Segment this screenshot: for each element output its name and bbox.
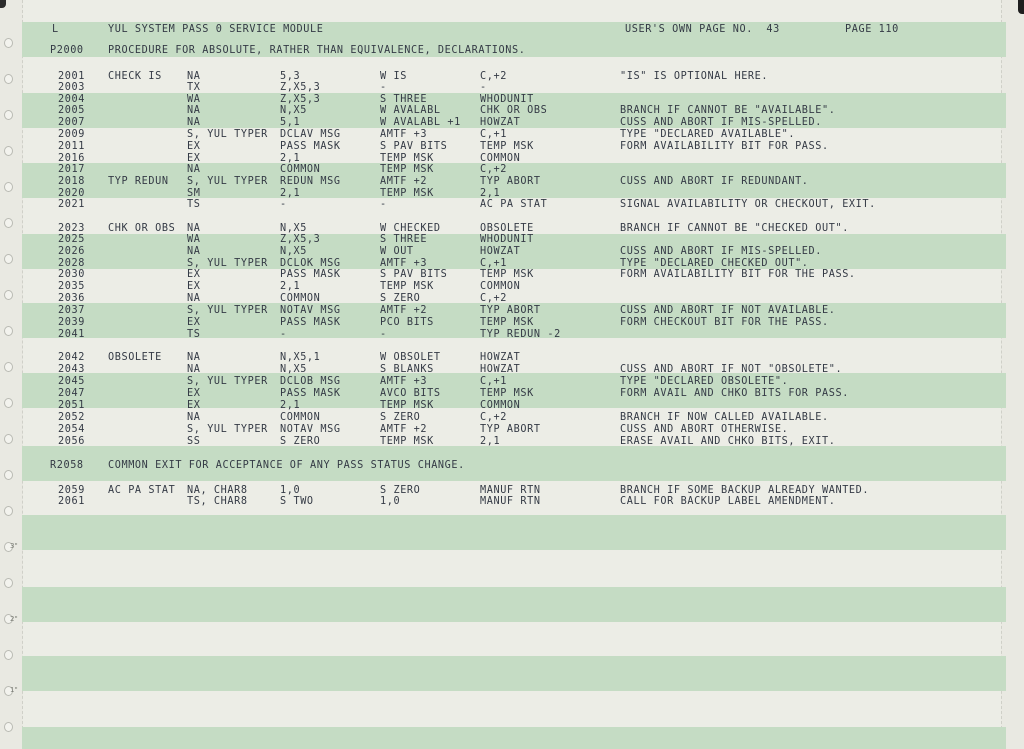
line-op: NA	[187, 352, 201, 363]
line-operand2: S ZERO	[380, 485, 421, 496]
line-op: NA	[187, 246, 201, 257]
line-addr: S TWO	[280, 496, 314, 507]
line-op: EX	[187, 141, 201, 152]
line-seq: 2030	[58, 269, 85, 280]
line-op: TS, CHAR8	[187, 496, 248, 507]
line-comment: ERASE AVAIL AND CHKO BITS, EXIT.	[620, 436, 836, 447]
line-operand3: CHK OR OBS	[480, 105, 548, 116]
line-comment: CUSS AND ABORT IF NOT "OBSOLETE".	[620, 364, 843, 375]
line-operand2: S ZERO	[380, 293, 421, 304]
line-comment: BRANCH IF SOME BACKUP ALREADY WANTED.	[620, 485, 870, 496]
line-addr: PASS MASK	[280, 141, 341, 152]
feed-hole	[4, 218, 13, 228]
line-operand2: AMTF +2	[380, 176, 428, 187]
line-seq: 2045	[58, 376, 85, 387]
line-operand2: AMTF +3	[380, 129, 428, 140]
line-addr: 2,1	[280, 281, 301, 292]
line-operand2: AMTF +2	[380, 424, 428, 435]
line-operand3: C,+1	[480, 129, 507, 140]
line-op: NA, CHAR8	[187, 485, 248, 496]
line-addr: REDUN MSG	[280, 176, 341, 187]
line-seq: 2051	[58, 400, 85, 411]
footer-section-label: R2058	[50, 460, 84, 471]
line-seq: 2016	[58, 153, 85, 164]
page-corner-shadow-right	[1018, 0, 1024, 14]
line-op: NA	[187, 412, 201, 423]
line-seq: 2036	[58, 293, 85, 304]
line-operand3: TYP ABORT	[480, 305, 541, 316]
line-addr: COMMON	[280, 293, 321, 304]
feed-hole	[4, 650, 13, 660]
header-page-number: PAGE 110	[845, 24, 899, 35]
line-label: OBSOLETE	[108, 352, 162, 363]
line-seq: 2025	[58, 234, 85, 245]
greenbar-band	[22, 727, 1006, 749]
line-op: EX	[187, 388, 201, 399]
line-addr: PASS MASK	[280, 317, 341, 328]
line-operand2: TEMP MSK	[380, 436, 434, 447]
line-seq: 2007	[58, 117, 85, 128]
line-operand3: HOWZAT	[480, 117, 521, 128]
line-seq: 2043	[58, 364, 85, 375]
line-comment: CUSS AND ABORT IF REDUNDANT.	[620, 176, 809, 187]
line-seq: 2001	[58, 71, 85, 82]
line-operand2: AMTF +3	[380, 258, 428, 269]
greenbar-band	[22, 587, 1006, 622]
line-seq: 2059	[58, 485, 85, 496]
line-addr: PASS MASK	[280, 269, 341, 280]
feed-hole	[4, 146, 13, 156]
line-op: NA	[187, 364, 201, 375]
section-label: P2000	[50, 45, 84, 56]
line-operand3: TYP ABORT	[480, 424, 541, 435]
line-comment: CUSS AND ABORT IF NOT AVAILABLE.	[620, 305, 836, 316]
line-seq: 2056	[58, 436, 85, 447]
line-operand2: TEMP MSK	[380, 188, 434, 199]
line-op: TX	[187, 82, 201, 93]
line-addr: PASS MASK	[280, 388, 341, 399]
line-comment: CUSS AND ABORT IF MIS-SPELLED.	[620, 246, 823, 257]
line-operand3: COMMON	[480, 281, 521, 292]
line-op: EX	[187, 400, 201, 411]
line-seq: 2020	[58, 188, 85, 199]
feed-hole	[4, 326, 13, 336]
line-operand3: 2,1	[480, 188, 501, 199]
line-operand2: W CHECKED	[380, 223, 441, 234]
line-seq: 2011	[58, 141, 85, 152]
line-addr: N,X5	[280, 223, 307, 234]
line-operand2: W IS	[380, 71, 407, 82]
line-op: S, YUL TYPER	[187, 424, 268, 435]
line-operand3: OBSOLETE	[480, 223, 534, 234]
line-op: EX	[187, 281, 201, 292]
line-seq: 2009	[58, 129, 85, 140]
line-operand2: TEMP MSK	[380, 281, 434, 292]
line-op: S, YUL TYPER	[187, 305, 268, 316]
line-operand3: MANUF RTN	[480, 496, 541, 507]
line-addr: N,X5	[280, 364, 307, 375]
line-operand3: -	[480, 82, 487, 93]
line-label: CHECK IS	[108, 71, 162, 82]
header-type-code: L	[52, 24, 59, 35]
inch-mark-2: 2"	[10, 615, 18, 623]
line-op: NA	[187, 164, 201, 175]
line-operand2: W AVALABL	[380, 105, 441, 116]
line-addr: 5,3	[280, 71, 301, 82]
line-comment: CALL FOR BACKUP LABEL AMENDMENT.	[620, 496, 836, 507]
line-comment: FORM AVAIL AND CHKO BITS FOR PASS.	[620, 388, 849, 399]
line-op: NA	[187, 117, 201, 128]
line-op: WA	[187, 94, 201, 105]
line-operand2: W AVALABL +1	[380, 117, 461, 128]
line-operand3: COMMON	[480, 153, 521, 164]
line-operand3: TEMP MSK	[480, 388, 534, 399]
line-addr: Z,X5,3	[280, 82, 321, 93]
line-addr: COMMON	[280, 412, 321, 423]
line-addr: S ZERO	[280, 436, 321, 447]
line-addr: NOTAV MSG	[280, 424, 341, 435]
feed-hole	[4, 110, 13, 120]
line-seq: 2061	[58, 496, 85, 507]
feed-hole	[4, 38, 13, 48]
line-addr: 5,1	[280, 117, 301, 128]
line-seq: 2039	[58, 317, 85, 328]
line-operand2: S PAV BITS	[380, 269, 448, 280]
line-op: S, YUL TYPER	[187, 258, 268, 269]
line-op: NA	[187, 293, 201, 304]
line-comment: SIGNAL AVAILABILITY OR CHECKOUT, EXIT.	[620, 199, 876, 210]
line-operand3: WHODUNIT	[480, 94, 534, 105]
line-seq: 2005	[58, 105, 85, 116]
line-seq: 2035	[58, 281, 85, 292]
line-addr: -	[280, 329, 287, 340]
line-operand2: -	[380, 329, 387, 340]
line-addr: Z,X5,3	[280, 94, 321, 105]
line-op: SS	[187, 436, 201, 447]
line-label: TYP REDUN	[108, 176, 169, 187]
line-addr: NOTAV MSG	[280, 305, 341, 316]
line-operand3: 2,1	[480, 436, 501, 447]
line-comment: CUSS AND ABORT IF MIS-SPELLED.	[620, 117, 823, 128]
line-seq: 2021	[58, 199, 85, 210]
line-operand3: TEMP MSK	[480, 317, 534, 328]
line-seq: 2004	[58, 94, 85, 105]
line-op: EX	[187, 153, 201, 164]
section-title: PROCEDURE FOR ABSOLUTE, RATHER THAN EQUIVALENCE, DECLARATIONS.	[108, 45, 526, 56]
feed-hole	[4, 182, 13, 192]
line-operand2: PCO BITS	[380, 317, 434, 328]
line-operand3: C,+1	[480, 376, 507, 387]
line-addr: N,X5	[280, 246, 307, 257]
inch-mark-3: 3"	[10, 542, 18, 550]
line-addr: N,X5,1	[280, 352, 321, 363]
line-op: S, YUL TYPER	[187, 376, 268, 387]
line-operand3: TEMP MSK	[480, 269, 534, 280]
line-op: EX	[187, 269, 201, 280]
line-operand2: S THREE	[380, 234, 428, 245]
line-addr: 1,0	[280, 485, 301, 496]
line-addr: Z,X5,3	[280, 234, 321, 245]
line-seq: 2052	[58, 412, 85, 423]
line-addr: 2,1	[280, 188, 301, 199]
line-comment: TYPE "DECLARED OBSOLETE".	[620, 376, 789, 387]
line-operand3: TYP ABORT	[480, 176, 541, 187]
inch-mark-1: 1"	[10, 686, 18, 694]
line-seq: 2017	[58, 164, 85, 175]
line-seq: 2018	[58, 176, 85, 187]
line-operand3: C,+2	[480, 293, 507, 304]
line-comment: CUSS AND ABORT OTHERWISE.	[620, 424, 789, 435]
line-seq: 2041	[58, 329, 85, 340]
line-operand2: TEMP MSK	[380, 400, 434, 411]
line-operand2: S THREE	[380, 94, 428, 105]
line-op: S, YUL TYPER	[187, 129, 268, 140]
footer-section-title: COMMON EXIT FOR ACCEPTANCE OF ANY PASS STATUS CHANGE.	[108, 460, 465, 471]
line-operand2: W OUT	[380, 246, 414, 257]
line-comment: "IS" IS OPTIONAL HERE.	[620, 71, 769, 82]
line-operand3: TYP REDUN -2	[480, 329, 561, 340]
line-operand3: C,+2	[480, 71, 507, 82]
line-seq: 2026	[58, 246, 85, 257]
line-seq: 2023	[58, 223, 85, 234]
line-addr: 2,1	[280, 400, 301, 411]
line-op: WA	[187, 234, 201, 245]
line-op: SM	[187, 188, 201, 199]
line-addr: DCLOK MSG	[280, 258, 341, 269]
feed-hole	[4, 578, 13, 588]
line-operand3: C,+1	[480, 258, 507, 269]
line-comment: FORM AVAILABILITY BIT FOR PASS.	[620, 141, 829, 152]
feed-hole	[4, 398, 13, 408]
line-label: AC PA STAT	[108, 485, 176, 496]
line-operand2: W OBSOLET	[380, 352, 441, 363]
line-addr: DCLOB MSG	[280, 376, 341, 387]
line-seq: 2028	[58, 258, 85, 269]
line-operand2: AMTF +2	[380, 305, 428, 316]
line-operand3: HOWZAT	[480, 352, 521, 363]
line-operand3: C,+2	[480, 412, 507, 423]
line-comment: FORM AVAILABILITY BIT FOR THE PASS.	[620, 269, 856, 280]
line-comment: BRANCH IF CANNOT BE "AVAILABLE".	[620, 105, 836, 116]
line-operand2: AMTF +3	[380, 376, 428, 387]
line-addr: COMMON	[280, 164, 321, 175]
line-op: EX	[187, 317, 201, 328]
line-op: S, YUL TYPER	[187, 176, 268, 187]
line-operand2: S ZERO	[380, 412, 421, 423]
line-addr: DCLAV MSG	[280, 129, 341, 140]
line-label: CHK OR OBS	[108, 223, 176, 234]
line-seq: 2003	[58, 82, 85, 93]
line-comment: TYPE "DECLARED AVAILABLE".	[620, 129, 796, 140]
feed-hole	[4, 74, 13, 84]
line-op: TS	[187, 199, 201, 210]
line-comment: BRANCH IF NOW CALLED AVAILABLE.	[620, 412, 829, 423]
feed-hole	[4, 506, 13, 516]
line-operand3: AC PA STAT	[480, 199, 548, 210]
line-operand3: TEMP MSK	[480, 141, 534, 152]
line-comment: BRANCH IF CANNOT BE "CHECKED OUT".	[620, 223, 849, 234]
header-owner-page: USER'S OWN PAGE NO. 43	[625, 24, 780, 35]
line-op: NA	[187, 223, 201, 234]
feed-hole	[4, 434, 13, 444]
line-comment: FORM CHECKOUT BIT FOR THE PASS.	[620, 317, 829, 328]
line-operand2: TEMP MSK	[380, 153, 434, 164]
line-addr: -	[280, 199, 287, 210]
line-seq: 2042	[58, 352, 85, 363]
line-op: TS	[187, 329, 201, 340]
feed-hole	[4, 470, 13, 480]
line-op: NA	[187, 71, 201, 82]
feed-hole	[4, 722, 13, 732]
line-operand3: C,+2	[480, 164, 507, 175]
line-operand3: COMMON	[480, 400, 521, 411]
line-seq: 2047	[58, 388, 85, 399]
line-addr: N,X5	[280, 105, 307, 116]
header-title: YUL SYSTEM PASS 0 SERVICE MODULE	[108, 24, 324, 35]
line-operand2: 1,0	[380, 496, 401, 507]
line-operand3: MANUF RTN	[480, 485, 541, 496]
line-seq: 2037	[58, 305, 85, 316]
line-seq: 2054	[58, 424, 85, 435]
feed-hole	[4, 362, 13, 372]
line-op: NA	[187, 105, 201, 116]
line-operand2: -	[380, 82, 387, 93]
line-comment: TYPE "DECLARED CHECKED OUT".	[620, 258, 809, 269]
feed-hole	[4, 290, 13, 300]
line-addr: 2,1	[280, 153, 301, 164]
line-operand3: WHODUNIT	[480, 234, 534, 245]
line-operand2: AVCO BITS	[380, 388, 441, 399]
line-operand2: S PAV BITS	[380, 141, 448, 152]
line-operand2: S BLANKS	[380, 364, 434, 375]
greenbar-band	[22, 656, 1006, 691]
line-operand3: HOWZAT	[480, 246, 521, 257]
line-operand3: HOWZAT	[480, 364, 521, 375]
feed-hole	[4, 254, 13, 264]
line-operand2: TEMP MSK	[380, 164, 434, 175]
greenbar-band	[22, 515, 1006, 550]
line-operand2: -	[380, 199, 387, 210]
